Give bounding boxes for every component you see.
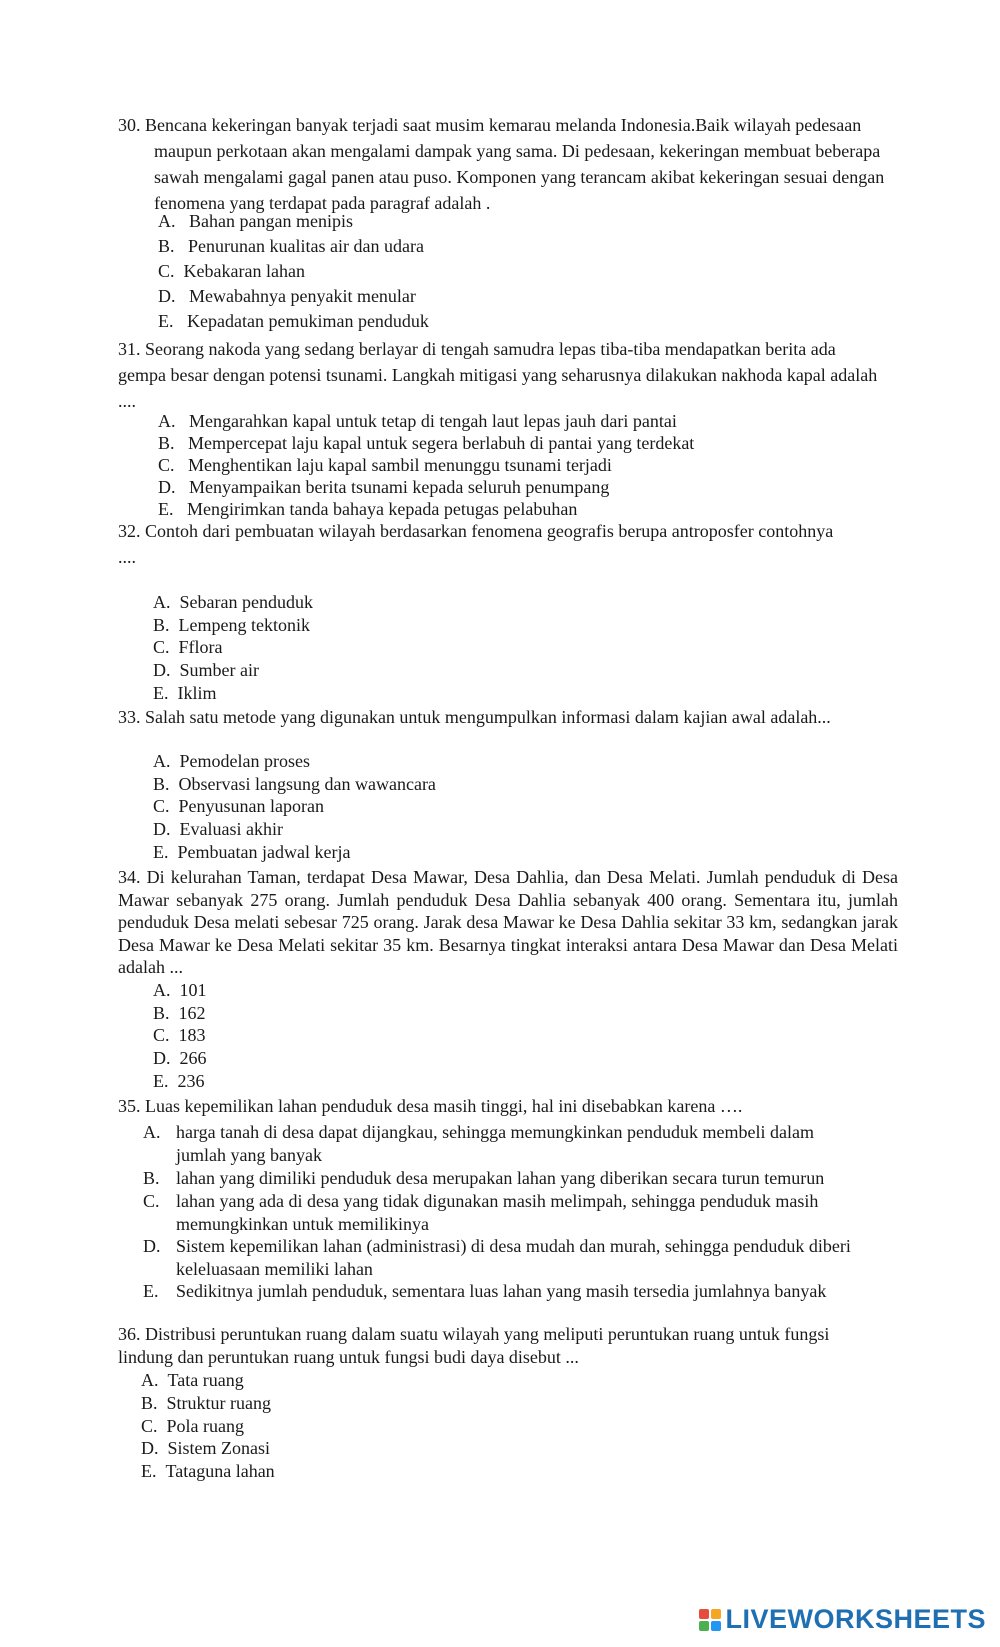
option-text: Evaluasi akhir [179, 819, 283, 839]
option-34-d[interactable] [153, 1048, 207, 1069]
option-letter: A. [153, 980, 171, 1000]
option-letter: B. [153, 1003, 170, 1023]
option-text: Kepadatan pemukiman penduduk [187, 311, 429, 331]
option-text: Pemodelan proses [179, 751, 310, 771]
option-letter: B. [153, 774, 170, 794]
option-text: 162 [178, 1003, 206, 1023]
option-31-e[interactable] [158, 499, 577, 520]
option-36-a[interactable] [141, 1370, 244, 1391]
option-letter: B. [158, 236, 175, 256]
option-34-c[interactable] [153, 1025, 206, 1046]
option-34-a[interactable] [153, 980, 207, 1001]
option-letter: A. [141, 1370, 159, 1390]
option-letter: C. [158, 261, 175, 281]
option-30-a[interactable] [158, 211, 353, 232]
option-text: Pembuatan jadwal kerja [177, 842, 351, 862]
option-letter: B. [141, 1393, 158, 1413]
option-text: 236 [177, 1071, 205, 1091]
question-33-text: 33. Salah satu metode yang digunakan untuk mengumpulkan informasi dalam kajian awal adalah... [118, 707, 831, 727]
option-text: Struktur ruang [166, 1393, 271, 1413]
option-letter: D. [143, 1236, 161, 1256]
option-31-d[interactable] [158, 477, 609, 498]
option-letter: C. [153, 637, 170, 657]
option-36-e[interactable] [141, 1461, 275, 1482]
option-31-b[interactable] [158, 433, 694, 454]
option-letter: C. [143, 1191, 160, 1211]
option-letter: C. [141, 1416, 158, 1436]
option-letter: D. [158, 477, 176, 497]
option-letter: E. [158, 499, 174, 519]
option-text: Penurunan kualitas air dan udara [188, 236, 424, 256]
option-35-c[interactable] [143, 1190, 863, 1235]
option-text: Mempercepat laju kapal untuk segera berlabuh di pantai yang terdekat [188, 433, 695, 453]
option-letter: A. [143, 1122, 161, 1142]
option-34-e[interactable] [153, 1071, 205, 1092]
option-text: Bahan pangan menipis [189, 211, 353, 231]
question-35-text: 35. Luas kepemilikan lahan penduduk desa masih tinggi, hal ini disebabkan karena …. [118, 1096, 743, 1116]
option-letter: D. [158, 286, 176, 306]
option-text: Lempeng tektonik [178, 615, 310, 635]
option-letter: A. [158, 211, 176, 231]
option-33-c[interactable] [153, 796, 324, 817]
option-text: Kebakaran lahan [183, 261, 305, 281]
option-text: Mengarahkan kapal untuk tetap di tengah laut lepas jauh dari pantai [189, 411, 677, 431]
option-letter: C. [153, 1025, 170, 1045]
liveworksheets-logo[interactable] [699, 1604, 986, 1635]
option-36-c[interactable] [141, 1416, 244, 1437]
option-letter: D. [141, 1438, 159, 1458]
option-letter: A. [158, 411, 176, 431]
question-30-text: 30. Bencana kekeringan banyak terjadi saat musim kemarau melanda Indonesia.Baik wilayah pedesaan maupun perkotaan akan mengalami dampak yang sama. Di pedesaan, kekeringan membuat beberapa sawah mengalami gagal panen atau puso. Komponen yang terancam akibat kekeringan sesuai dengan fenomena yang terdapat pada paragraf adalah . [118, 115, 885, 213]
option-text: Observasi langsung dan wawancara [178, 774, 436, 794]
option-36-d[interactable] [141, 1438, 270, 1459]
option-text: Pola ruang [166, 1416, 244, 1436]
question-36-text: 36. Distribusi peruntukan ruang dalam suatu wilayah yang meliputi peruntukan ruang untuk fungsi lindung dan peruntukan ruang untuk fungsi budi daya disebut ... [118, 1324, 830, 1367]
question-34-text: 34. Di kelurahan Taman, terdapat Desa Mawar, Desa Dahlia, dan Desa Melati. Jumlah penduduk di Desa Mawar sebanyak 275 orang. Jumlah penduduk Desa Dahlia sebanyak 400 orang. Sementara itu, jumlah penduduk Desa melati sebesar 725 orang. Jarak desa Mawar ke Desa Dahlia sekitar 33 km, sedangkan jarak Desa Mawar ke Desa Melati sekitar 35 km. Besarnya tingkat interaksi antara Desa Mawar dan Desa Melati adalah ... [118, 867, 898, 978]
option-text: Sistem kepemilikan lahan (administrasi) di desa mudah dan murah, sehingga penduduk diberi keleluasaan memiliki lahan [176, 1236, 851, 1279]
option-letter: B. [143, 1168, 160, 1188]
option-36-b[interactable] [141, 1393, 271, 1414]
option-letter: E. [153, 683, 169, 703]
option-letter: E. [141, 1461, 157, 1481]
option-letter: B. [158, 433, 175, 453]
option-32-e[interactable] [153, 683, 217, 704]
option-32-c[interactable] [153, 637, 223, 658]
option-33-a[interactable] [153, 751, 310, 772]
option-letter: B. [153, 615, 170, 635]
option-32-b[interactable] [153, 615, 310, 636]
option-letter: E. [153, 842, 169, 862]
option-35-b[interactable] [143, 1167, 883, 1190]
option-text: Tataguna lahan [165, 1461, 275, 1481]
option-33-e[interactable] [153, 842, 350, 863]
option-text: 266 [179, 1048, 207, 1068]
option-35-a[interactable] [143, 1121, 863, 1166]
option-30-c[interactable] [158, 261, 305, 282]
option-text: Sedikitnya jumlah penduduk, sementara luas lahan yang masih tersedia jumlahnya banyak [176, 1281, 827, 1301]
option-letter: A. [153, 592, 171, 612]
option-letter: A. [153, 751, 171, 771]
option-text: Fflora [178, 637, 223, 657]
option-30-e[interactable] [158, 311, 429, 332]
option-text: harga tanah di desa dapat dijangkau, sehingga memungkinkan penduduk membeli dalam jumlah yang banyak [176, 1122, 814, 1165]
option-text: Penyusunan laporan [178, 796, 324, 816]
logo-text: LIVEWORKSHEETS [725, 1604, 986, 1634]
option-31-c[interactable] [158, 455, 612, 476]
option-text: Menyampaikan berita tsunami kepada seluruh penumpang [189, 477, 610, 497]
option-31-a[interactable] [158, 411, 677, 432]
option-letter: C. [158, 455, 175, 475]
option-letter: E. [153, 1071, 169, 1091]
option-text: Menghentikan laju kapal sambil menunggu tsunami terjadi [188, 455, 612, 475]
option-letter: C. [153, 796, 170, 816]
option-text: 183 [178, 1025, 206, 1045]
option-letter: E. [143, 1281, 159, 1301]
option-text: lahan yang ada di desa yang tidak digunakan masih melimpah, sehingga penduduk masih memungkinkan untuk memilikinya [176, 1191, 819, 1234]
option-text: Tata ruang [167, 1370, 244, 1390]
option-text: lahan yang dimiliki penduduk desa merupakan lahan yang diberikan secara turun temurun [176, 1168, 825, 1188]
option-text: Mengirimkan tanda bahaya kepada petugas pelabuhan [187, 499, 578, 519]
option-letter: D. [153, 819, 171, 839]
option-letter: D. [153, 660, 171, 680]
option-text: Sebaran penduduk [179, 592, 313, 612]
option-33-b[interactable] [153, 774, 436, 795]
option-text: Sistem Zonasi [167, 1438, 270, 1458]
logo-mark-icon [699, 1609, 721, 1631]
option-33-d[interactable] [153, 819, 283, 840]
option-34-b[interactable] [153, 1003, 206, 1024]
option-32-a[interactable] [153, 592, 313, 613]
option-text: 101 [179, 980, 207, 1000]
option-text: Mewabahnya penyakit menular [189, 286, 416, 306]
option-35-e[interactable] [143, 1280, 863, 1303]
option-30-d[interactable] [158, 286, 416, 307]
option-32-d[interactable] [153, 660, 259, 681]
option-letter: D. [153, 1048, 171, 1068]
option-text: Sumber air [179, 660, 259, 680]
option-letter: E. [158, 311, 174, 331]
option-35-d[interactable] [143, 1235, 863, 1280]
option-30-b[interactable] [158, 236, 424, 257]
option-text: Iklim [177, 683, 217, 703]
question-32-text: 32. Contoh dari pembuatan wilayah berdasarkan fenomena geografis berupa antroposfer contohnya .... [118, 521, 834, 567]
question-31-text: 31. Seorang nakoda yang sedang berlayar di tengah samudra lepas tiba-tiba mendapatkan berita ada gempa besar dengan potensi tsunami. Langkah mitigasi yang seharusnya dilakukan nakhoda kapal adalah .... [118, 339, 878, 411]
